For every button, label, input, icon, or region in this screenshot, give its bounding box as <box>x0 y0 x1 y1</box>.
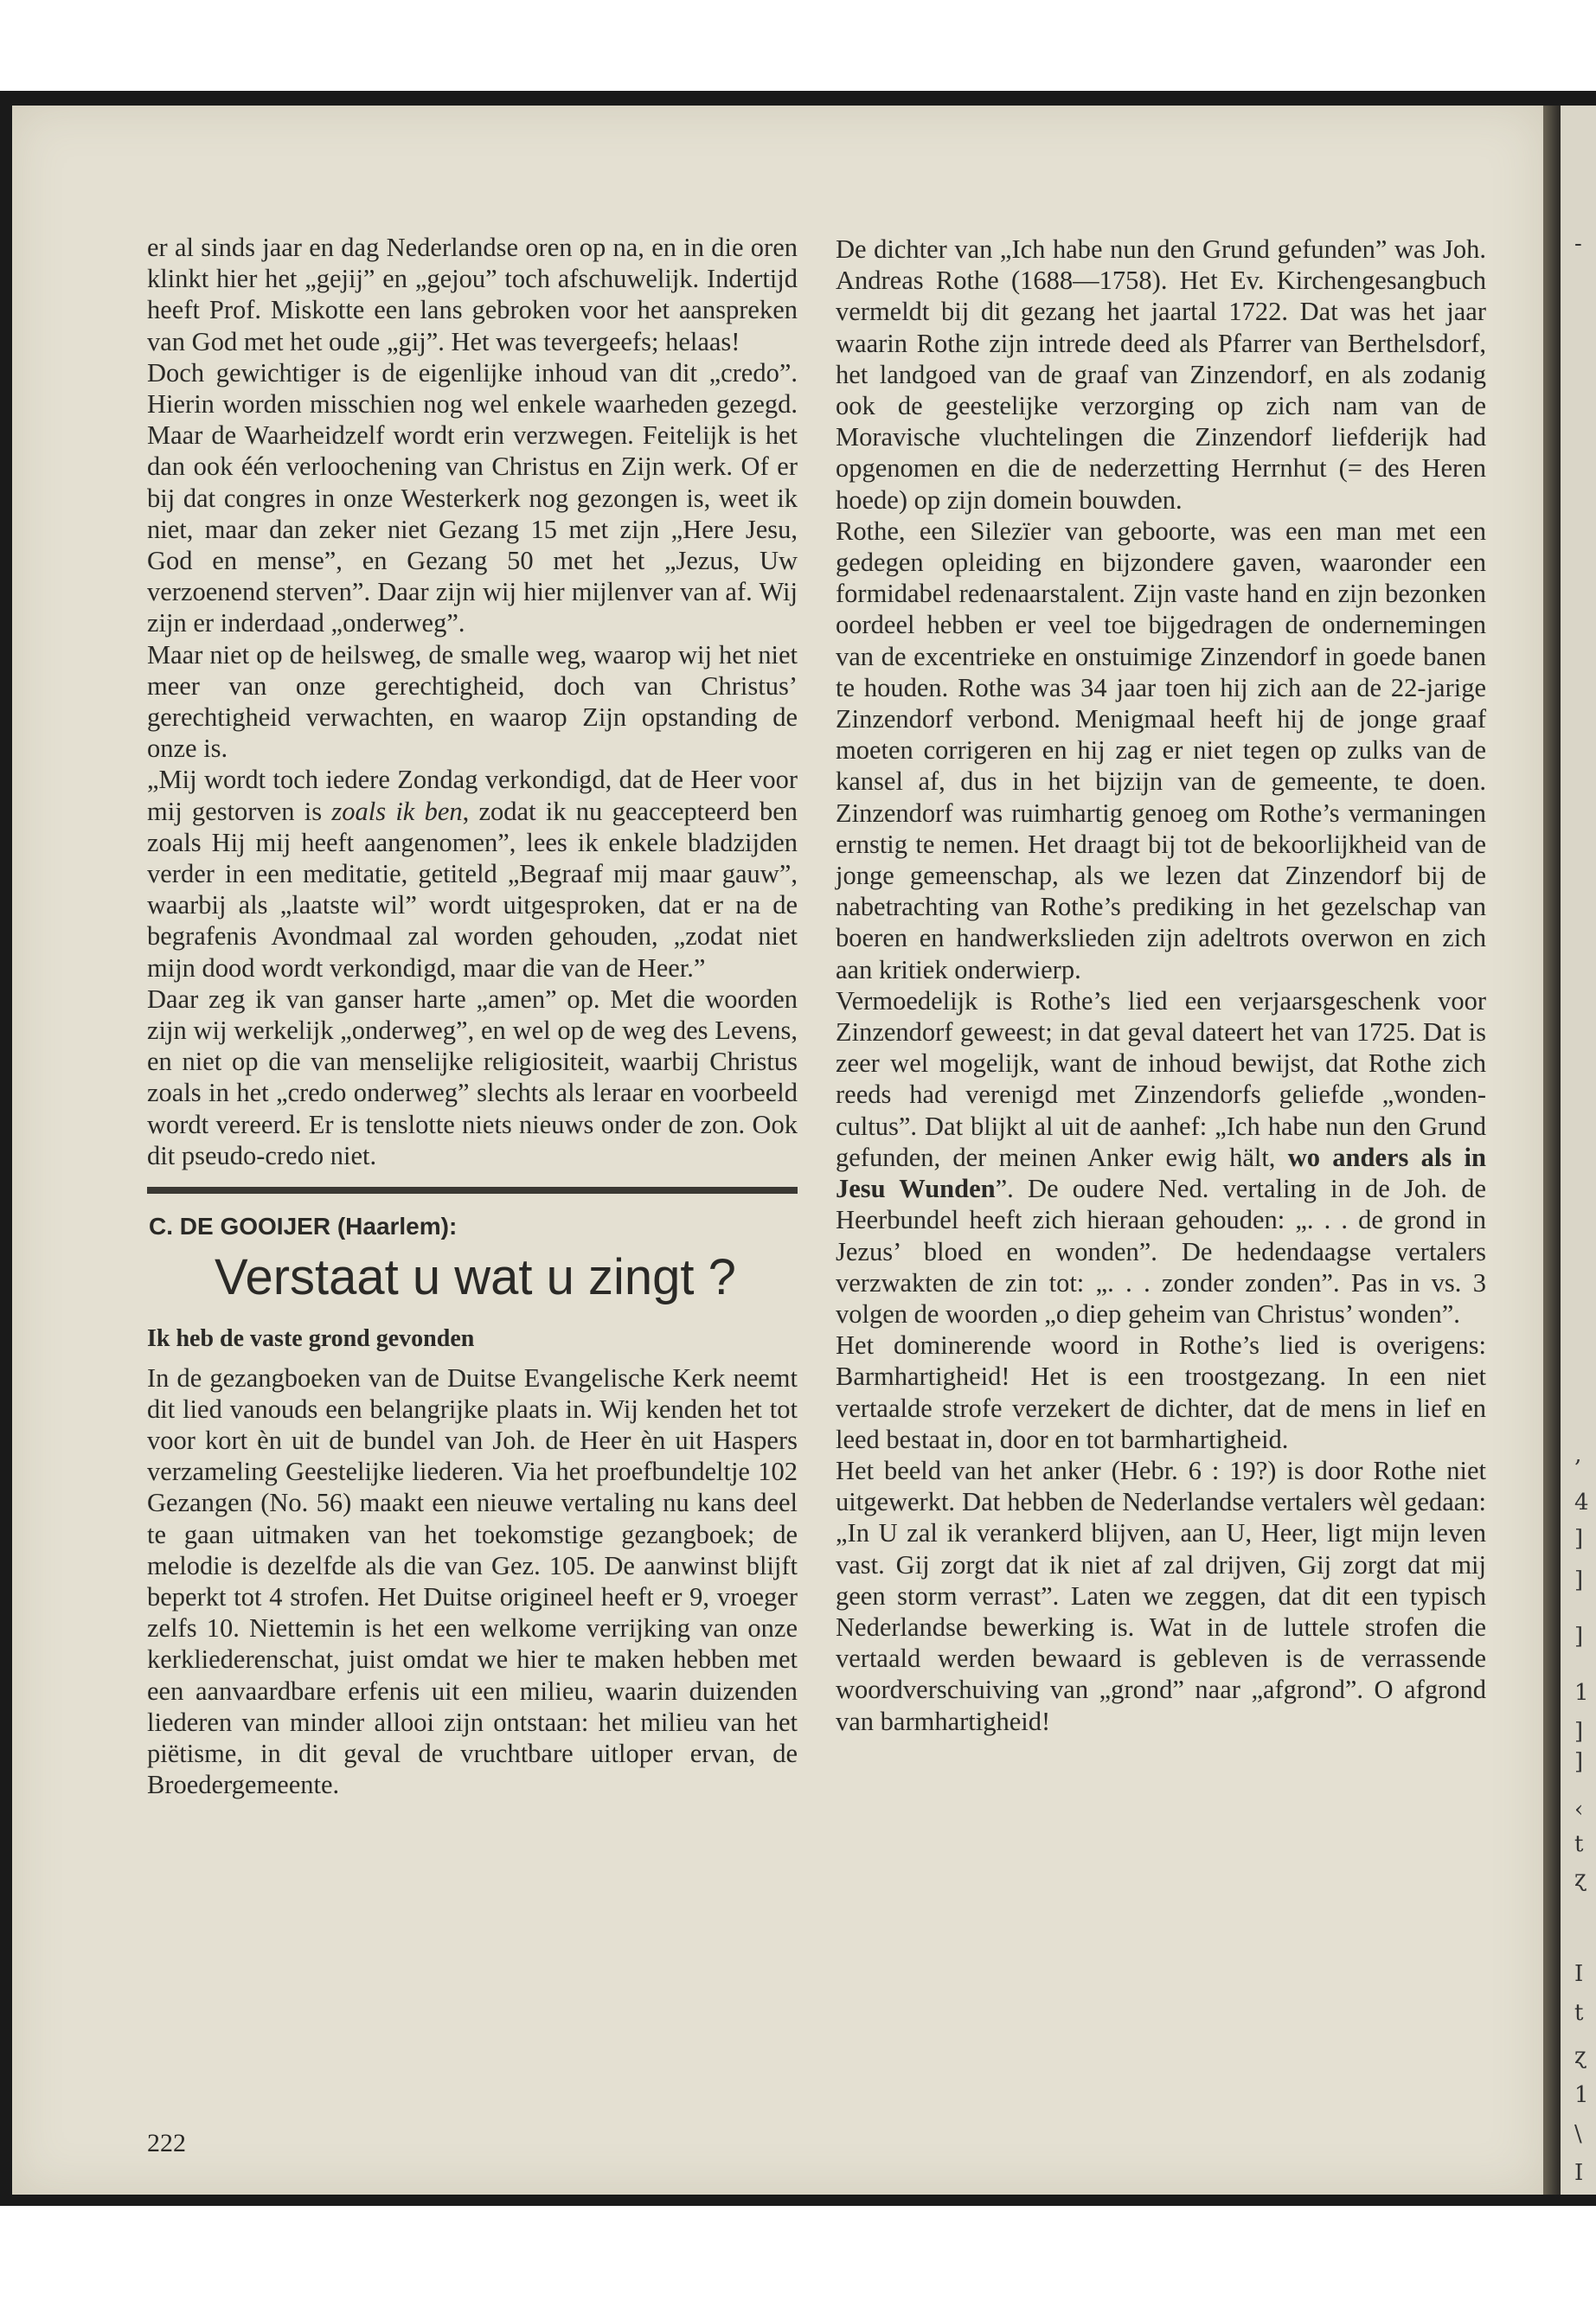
section-divider <box>147 1187 798 1194</box>
margin-glyph: I <box>1574 1961 1584 1987</box>
left-column <box>147 232 798 1800</box>
paragraph: Rothe, een Silezïer van geboorte, was een man met een gedegen opleiding en bijzondere gaven, waaronder een formidabel redenaarstalent. Zijn vaste hand en zijn bezonken oordeel hebben er veel toe bijgedragen de ondernemingen van de excentrieke en onstuimige Zinzendorf in goede banen te houden. Rothe was 34 jaar toen hij zich aan de 22-jarige Zinzendorf verbond. Menigmaal heeft hij de jonge graaf moeten corrigeren en hij zag er niet tegen op zulks van de kansel af, dus in het bijzijn van de gemeente, te doen. Zinzendorf was ruimhartig genoeg om Rothe’s vermaningen ernstig te nemen. Het draagt bij tot de bekoorlijkheid van de jonge gemeenschap, als we lezen dat Zinzendorf bij de nabetrachting van Rothe’s prediking in het gezelschap van boeren en handwerkslieden zijn adeltrots overwon en zich aan kritiek onderwierp. <box>836 516 1486 984</box>
margin-glyph: - <box>1574 231 1582 257</box>
article-author: C. DE GOOIJER (Haarlem): <box>149 1213 458 1240</box>
paragraph: Het beeld van het anker (Hebr. 6 : 19?) is door Rothe niet uitgewerkt. Dat hebben de Nederlandse vertalers wèl gedaan: „In U zal ik verankerd blijven, aan U, Heer, ligt mijn leven vast. Gij zorgt dat ik niet af zal drijven, Gij zorgt dat mij geen storm verrast”. Laten we zeggen, dat dit een typisch Nederlandse bewerking is. Wat in de luttele strofen die vertaald werden bewaard is gebleven is de verrassende woordverschuiving van „grond” naar „afgrond”. O afgrond van barmhartigheid! <box>836 1455 1486 1736</box>
next-page-edge <box>1561 106 1596 2195</box>
margin-glyph: ‹ <box>1574 1797 1584 1823</box>
article-title: Verstaat u wat u zingt ? <box>215 1249 736 1306</box>
margin-glyph: I <box>1574 2160 1584 2186</box>
margin-glyph: ] <box>1574 1749 1584 1775</box>
bold-phrase: wo anders als in Jesu Wunden <box>836 1142 1486 1204</box>
paragraph: Het dominerende woord in Rothe’s lied is overigens: Barmhartigheid! Het is een troostgezang. In een niet vertaalde strofe verzekert de dichter, dat de mens in lief en leed bestaat in, door en tot barmhartigheid. <box>836 1330 1486 1454</box>
paragraph: Daar zeg ik van ganser harte „amen” op. Met die woorden zijn wij werkelijk „onderweg”, en wel op de weg des Levens, en niet op die van menselijke religiositeit, waarbij Christus zoals in het „credo onderweg” slechts als leraar en voorbeeld wordt vereerd. Er is tenslotte niets nieuws onder de zon. Ook dit pseudo-credo niet. <box>147 984 798 1170</box>
margin-glyph: ] <box>1574 1719 1584 1745</box>
page-number: 222 <box>147 2129 186 2157</box>
margin-glyph: t <box>1574 2000 1584 2026</box>
paragraph: De dichter van „Ich habe nun den Grund gefunden” was Joh. Andreas Rothe (1688—1758). Het Ev. Kirchengesangbuch vermeldt bij dit gezang het jaartal 1722. Dat was het jaar waarin Rothe zijn intrede deed als Pfarrer van Berthelsdorf, het landgoed van de graaf van Zinzendorf, en als zodanig ook de geestelijke verzorging op zich nam van de Moravische vluchtelingen die Zinzendorf liefderijk had opgenomen en die de nederzetting Herrnhut (= des Heren hoede) op zijn domein bouwden. <box>836 234 1486 515</box>
margin-glyph: \ <box>1574 2121 1582 2147</box>
italic-phrase: zoals ik ben <box>331 796 463 826</box>
margin-glyph: ] <box>1574 1624 1584 1650</box>
margin-glyph: t <box>1574 1831 1584 1857</box>
paragraph-with-bold: Vermoedelijk is Rothe’s lied een verjaarsgeschenk voor Zinzendorf geweest; in dat geval dateert het van 1725. Dat is zeer wel mogelijk, want de inhoud bewijst, dat Rothe zich reeds had verenigd met Zinzendorfs geliefde „wonden-cultus”. Dat blijkt al uit de aanhef: „Ich habe nun den Grund gefunden, der meinen Anker ewig hält, wo anders als in Jesu Wunden”. De oudere Ned. vertaling in de Joh. de Heerbundel heeft zich hieraan gehouden: „. . . de grond in Jezus’ bloed en wonden”. De hedendaagse vertalers verzwakten de zin tot: „. . . zonder zonden”. Pas in vs. 3 volgen de woorden „o diep geheim van Christus’ wonden”. <box>836 985 1487 1329</box>
margin-glyph: 4 <box>1574 1490 1589 1516</box>
right-column <box>836 234 1486 1737</box>
paragraph: In de gezangboeken van de Duitse Evangelische Kerk neemt dit lied vanouds een belangrijke plaats in. Wij kenden het tot voor kort èn uit de bundel van Joh. de Heer èn uit Haspers verzameling Geestelijke liederen. Via het proefbundeltje 102 Gezangen (No. 56) maakt een nieuwe vertaling nu kans deel te gaan uitmaken van het toekomstige gezangboek; de melodie is dezelfde als die van Gez. 105. De aanwinst blijft beperkt tot 4 strofen. Het Duitse origineel heeft er 9, vroeger zelfs 10. Niettemin is het een welkome verrijking van onze kerkliederenschat, juist omdat we hier te maken hebben met een aanvaardbare erfenis uit een milieu, waarin duizenden liederen van minder allooi zijn ontstaan: het milieu van het piëtisme, in dit geval de vruchtbare uitloper ervan, de Broedergemeente. <box>147 1362 798 1800</box>
margin-glyph: 1 <box>1574 1680 1589 1706</box>
margin-glyph: 1 <box>1574 2082 1589 2108</box>
paragraph: Maar niet op de heilsweg, de smalle weg, waarop wij het niet meer van onze gerechtigheid, doch van Christus’ gerechtigheid verwachten, en waarop Zijn opstanding de onze is. <box>147 639 798 764</box>
paragraph-with-italic: „Mij wordt toch iedere Zondag verkondigd, dat de Heer voor mij gestorven is zoals ik ben, zodat ik nu geaccepteerd ben zoals Hij mij heeft aangenomen”, lees ik enkele bladzijden verder in een meditatie, getiteld „Begraaf mij maar gauw”, waarbij als „laatste wil” wordt uitgesproken, dat er na de begrafenis Avondmaal zal worden gehouden, „zodat niet mijn dood wordt verkondigd, maar die van de Heer.” <box>147 765 798 983</box>
margin-glyph: ɀ <box>1574 1866 1586 1892</box>
margin-glyph: ‚ <box>1574 1442 1582 1468</box>
book-gutter <box>1543 106 1561 2195</box>
margin-glyph: ] <box>1574 1567 1584 1593</box>
paragraph: er al sinds jaar en dag Nederlandse oren op na, en in die oren klinkt hier het „gejij” en „gejou” toch afschuwelijk. Indertijd heeft Prof. Miskotte een lans gebroken voor het aanspreken van God met het oude „gij”. Het was tevergeefs; helaas! <box>147 233 798 356</box>
margin-glyph: ] <box>1574 1526 1584 1552</box>
paragraph: Doch gewichtiger is de eigenlijke inhoud van dit „credo”. Hierin worden misschien nog wel enkele waarheden gezegd. Maar de Waarheidzelf wordt erin verzwegen. Feitelijk is het dan ook één verloochening van Christus en Zijn werk. Of er bij dat congres in onze Westerkerk nog gezongen is, weet ik niet, maar dan zeker niet Gezang 15 met zijn „Here Jesu, God en mense”, en Gezang 50 met het „Jezus, Uw verzoenend sterven”. Daar zijn wij hier mijlenver van af. Wij zijn er inderdaad „onderweg”. <box>147 357 798 638</box>
article-subtitle: Ik heb de vaste grond gevonden <box>147 1325 475 1353</box>
margin-glyph: ɀ <box>1574 2043 1586 2069</box>
